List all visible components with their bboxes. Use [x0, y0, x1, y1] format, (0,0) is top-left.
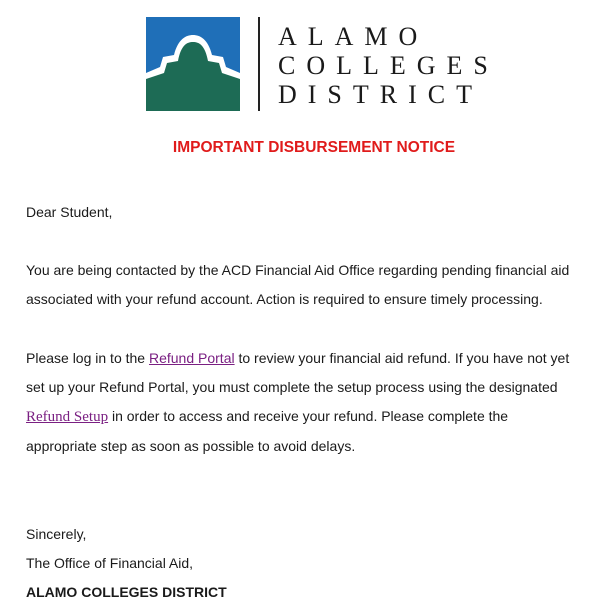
- signature-closing: Sincerely,: [26, 526, 87, 542]
- refund-portal-link[interactable]: Refund Portal: [148, 350, 235, 366]
- refund-setup-link[interactable]: Refund Setup: [26, 409, 109, 425]
- logo-line-2: COLLEGES: [278, 51, 499, 80]
- logo-divider: [258, 17, 260, 111]
- notice-title: IMPORTANT DISBURSEMENT NOTICE: [172, 139, 456, 156]
- logo-wordmark: [278, 22, 499, 109]
- paragraph-2-line-2: set up your Refund Portal, you must complete the setup process using the designated: [26, 379, 558, 395]
- signature-org: ALAMO COLLEGES DISTRICT: [26, 584, 227, 600]
- signature-office: The Office of Financial Aid,: [26, 555, 194, 571]
- text: to review your financial aid refund. If you have not yet: [234, 350, 570, 366]
- paragraph-1-line-2: associated with your refund account. Action is required to ensure timely processing.: [26, 291, 543, 307]
- paragraph-2-line-1: [26, 343, 569, 373]
- text: Please log in to the: [26, 350, 149, 366]
- logo-line-3: DISTRICT: [278, 80, 483, 109]
- text: in order to access and receive your refund. Please complete the: [108, 408, 509, 424]
- paragraph-1-line-1: You are being contacted by the ACD Financial Aid Office regarding pending financial aid: [26, 262, 570, 278]
- greeting: Dear Student,: [26, 204, 113, 220]
- paragraph-2-line-3: [26, 401, 508, 432]
- paragraph-2-line-4: appropriate step as soon as possible to avoid delays.: [26, 438, 356, 454]
- alamo-logo-icon: [146, 17, 240, 111]
- logo-line-1: ALAMO: [278, 22, 429, 51]
